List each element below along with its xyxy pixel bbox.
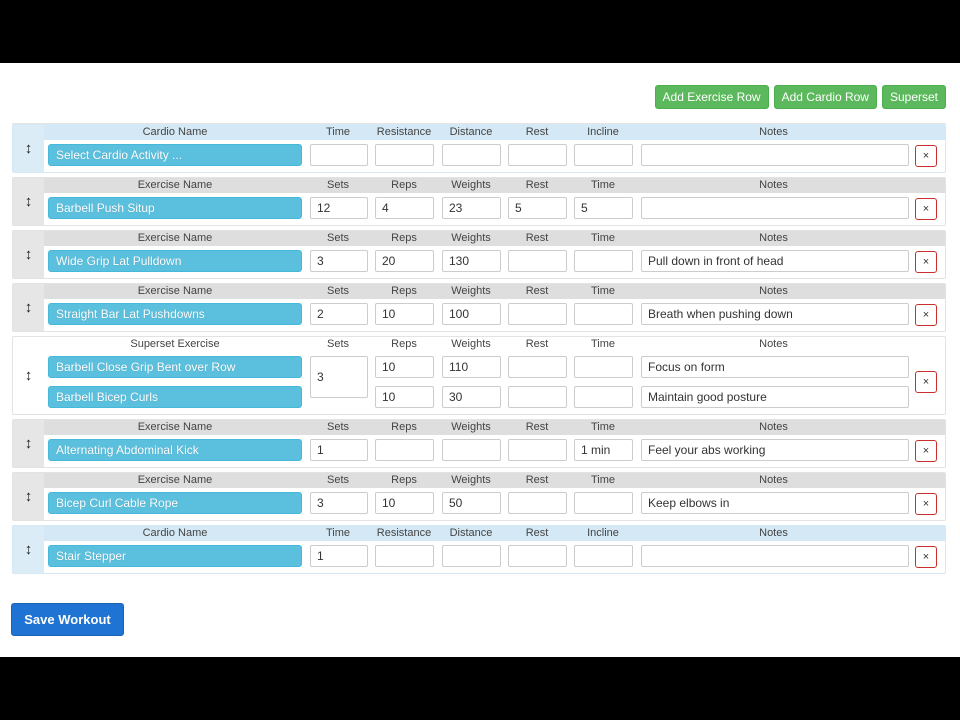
sets-field[interactable]: 2: [310, 303, 368, 325]
delete-row-button[interactable]: ×: [915, 546, 937, 568]
column-header-exercise-name: Exercise Name: [137, 232, 213, 244]
weights-field[interactable]: 110: [442, 356, 501, 378]
column-header-weights: Weights: [451, 232, 491, 244]
weights-field[interactable]: 50: [442, 492, 501, 514]
notes-field[interactable]: Pull down in front of head: [641, 250, 909, 272]
exercise-row: [12, 472, 946, 521]
row-header: [44, 178, 945, 193]
column-header-rest: Rest: [525, 126, 549, 138]
column-header-exercise-name: Exercise Name: [137, 179, 213, 191]
row-header: [44, 284, 945, 299]
time-field[interactable]: [574, 303, 633, 325]
delete-row-button[interactable]: ×: [915, 145, 937, 167]
notes-field[interactable]: Focus on form: [641, 356, 909, 378]
drag-handle-icon[interactable]: ↕: [13, 284, 44, 331]
column-header-reps: Reps: [391, 232, 417, 244]
column-header-incline: Incline: [587, 527, 619, 539]
drag-handle-icon[interactable]: ↕: [13, 125, 44, 172]
column-header-rest: Rest: [525, 421, 549, 433]
column-header-time: Time: [590, 338, 616, 350]
superset-exercise-name-select[interactable]: Barbell Bicep Curls: [48, 386, 302, 408]
reps-field[interactable]: 10: [375, 386, 434, 408]
notes-field[interactable]: Maintain good posture: [641, 386, 909, 408]
column-header-distance: Distance: [449, 126, 493, 138]
column-header-cardio-name: Cardio Name: [142, 527, 208, 539]
column-header-time: Time: [590, 179, 616, 191]
resistance-field[interactable]: [375, 144, 434, 166]
exercise-row: [12, 419, 946, 468]
column-header-notes: Notes: [759, 126, 788, 138]
sets-field[interactable]: 12: [310, 197, 368, 219]
row-header: [44, 125, 945, 140]
time-field[interactable]: 1 min: [574, 439, 633, 461]
column-header-time: Time: [590, 474, 616, 486]
column-header-resistance: Resistance: [376, 126, 432, 138]
drag-handle-icon[interactable]: ↕: [13, 231, 44, 278]
incline-field[interactable]: [574, 144, 633, 166]
column-header-rest: Rest: [525, 527, 549, 539]
weights-field[interactable]: [442, 439, 501, 461]
rest-field[interactable]: [508, 386, 567, 408]
column-header-rest: Rest: [525, 285, 549, 297]
column-header-notes: Notes: [759, 474, 788, 486]
column-header-exercise-name: Exercise Name: [137, 285, 213, 297]
time-field[interactable]: [574, 356, 633, 378]
column-header-resistance: Resistance: [376, 527, 432, 539]
weights-field[interactable]: 100: [442, 303, 501, 325]
rest-field[interactable]: [508, 439, 567, 461]
exercise-name-select[interactable]: Alternating Abdominal Kick: [48, 439, 302, 461]
distance-field[interactable]: [442, 144, 501, 166]
notes-field[interactable]: [641, 545, 909, 567]
cardio-row: [12, 124, 946, 173]
column-header-rest: Rest: [525, 232, 549, 244]
column-header-rest: Rest: [525, 474, 549, 486]
column-header-incline: Incline: [587, 126, 619, 138]
column-header-reps: Reps: [391, 285, 417, 297]
column-header-weights: Weights: [451, 338, 491, 350]
time-field[interactable]: [574, 386, 633, 408]
time-field[interactable]: 1: [310, 545, 368, 567]
column-header-sets: Sets: [326, 285, 349, 297]
superset-button[interactable]: Superset: [882, 85, 946, 109]
reps-field[interactable]: 4: [375, 197, 434, 219]
column-header-exercise-name: Exercise Name: [137, 474, 213, 486]
delete-row-button[interactable]: ×: [915, 371, 937, 393]
sets-field[interactable]: 1: [310, 439, 368, 461]
column-header-reps: Reps: [391, 421, 417, 433]
cardio-row: [12, 525, 946, 574]
reps-field[interactable]: [375, 439, 434, 461]
row-header: [44, 526, 945, 541]
column-header-time: Time: [590, 285, 616, 297]
save-workout-button[interactable]: Save Workout: [11, 603, 124, 636]
drag-handle-icon[interactable]: ↕: [13, 526, 44, 573]
column-header-distance: Distance: [449, 527, 493, 539]
rest-field[interactable]: [508, 545, 567, 567]
drag-handle-icon[interactable]: ↕: [24, 367, 33, 384]
column-header-reps: Reps: [391, 474, 417, 486]
add-exercise-row-button[interactable]: Add Exercise Row: [655, 85, 769, 109]
column-header-sets: Sets: [326, 232, 349, 244]
exercise-row: [12, 283, 946, 332]
drag-handle-icon[interactable]: ↕: [13, 473, 44, 520]
notes-field[interactable]: Keep elbows in: [641, 492, 909, 514]
column-header-weights: Weights: [451, 421, 491, 433]
drag-handle-icon[interactable]: ↕: [13, 178, 44, 225]
notes-field[interactable]: Feel your abs working: [641, 439, 909, 461]
workout-builder: [0, 63, 960, 657]
column-header-time: Time: [325, 126, 351, 138]
sets-field[interactable]: 3: [310, 356, 368, 398]
column-header-sets: Sets: [326, 421, 349, 433]
delete-row-button[interactable]: ×: [915, 251, 937, 273]
column-header-sets: Sets: [326, 474, 349, 486]
exercise-name-select[interactable]: Bicep Curl Cable Rope: [48, 492, 302, 514]
column-header-notes: Notes: [759, 232, 788, 244]
column-header-exercise-name: Exercise Name: [137, 421, 213, 433]
column-header-weights: Weights: [451, 179, 491, 191]
notes-field[interactable]: [641, 197, 909, 219]
delete-row-button[interactable]: ×: [915, 493, 937, 515]
weights-field[interactable]: 130: [442, 250, 501, 272]
column-header-notes: Notes: [759, 338, 788, 350]
row-header: [44, 231, 945, 246]
column-header-sets: Sets: [326, 338, 349, 350]
rest-field[interactable]: [508, 250, 567, 272]
incline-field[interactable]: [574, 545, 633, 567]
row-header: [44, 337, 945, 352]
weights-field[interactable]: 30: [442, 386, 501, 408]
toolbar: [655, 85, 946, 109]
delete-row-button[interactable]: ×: [915, 440, 937, 462]
reps-field[interactable]: 10: [375, 303, 434, 325]
column-header-cardio-name: Cardio Name: [142, 126, 208, 138]
distance-field[interactable]: [442, 545, 501, 567]
letterbox-bottom: [0, 657, 960, 720]
superset-exercise-name-select[interactable]: Barbell Close Grip Bent over Row: [48, 356, 302, 378]
time-field[interactable]: [574, 492, 633, 514]
superset-row: [12, 336, 946, 415]
column-header-notes: Notes: [759, 421, 788, 433]
column-header-notes: Notes: [759, 285, 788, 297]
column-header-time: Time: [590, 421, 616, 433]
column-header-rest: Rest: [525, 179, 549, 191]
workout-rows: [12, 123, 946, 563]
exercise-row: [12, 230, 946, 279]
exercise-name-select[interactable]: Straight Bar Lat Pushdowns: [48, 303, 302, 325]
add-cardio-row-button[interactable]: Add Cardio Row: [774, 85, 877, 109]
resistance-field[interactable]: [375, 545, 434, 567]
reps-field[interactable]: 20: [375, 250, 434, 272]
column-header-superset-exercise: Superset Exercise: [130, 338, 220, 350]
time-field[interactable]: [574, 250, 633, 272]
row-header: [44, 420, 945, 435]
column-header-time: Time: [325, 527, 351, 539]
rest-field[interactable]: [508, 356, 567, 378]
rest-field[interactable]: [508, 144, 567, 166]
column-header-reps: Reps: [391, 179, 417, 191]
letterbox-top: [0, 0, 960, 63]
notes-field[interactable]: Breath when pushing down: [641, 303, 909, 325]
column-header-time: Time: [590, 232, 616, 244]
sets-field[interactable]: 3: [310, 250, 368, 272]
notes-field[interactable]: [641, 144, 909, 166]
drag-handle-icon[interactable]: ↕: [13, 420, 44, 467]
time-field[interactable]: 5: [574, 197, 633, 219]
rest-field[interactable]: 5: [508, 197, 567, 219]
reps-field[interactable]: 10: [375, 492, 434, 514]
delete-row-button[interactable]: ×: [915, 304, 937, 326]
exercise-name-select[interactable]: Wide Grip Lat Pulldown: [48, 250, 302, 272]
cardio-name-select[interactable]: Stair Stepper: [48, 545, 302, 567]
time-field[interactable]: [310, 144, 368, 166]
row-header: [44, 473, 945, 488]
exercise-row: [12, 177, 946, 226]
column-header-sets: Sets: [326, 179, 349, 191]
column-header-rest: Rest: [525, 338, 549, 350]
reps-field[interactable]: 10: [375, 356, 434, 378]
delete-row-button[interactable]: ×: [915, 198, 937, 220]
column-header-notes: Notes: [759, 179, 788, 191]
rest-field[interactable]: [508, 492, 567, 514]
sets-field[interactable]: 3: [310, 492, 368, 514]
column-header-notes: Notes: [759, 527, 788, 539]
rest-field[interactable]: [508, 303, 567, 325]
exercise-name-select[interactable]: Barbell Push Situp: [48, 197, 302, 219]
cardio-name-select[interactable]: Select Cardio Activity ...: [48, 144, 302, 166]
column-header-reps: Reps: [391, 338, 417, 350]
column-header-weights: Weights: [451, 474, 491, 486]
weights-field[interactable]: 23: [442, 197, 501, 219]
column-header-weights: Weights: [451, 285, 491, 297]
